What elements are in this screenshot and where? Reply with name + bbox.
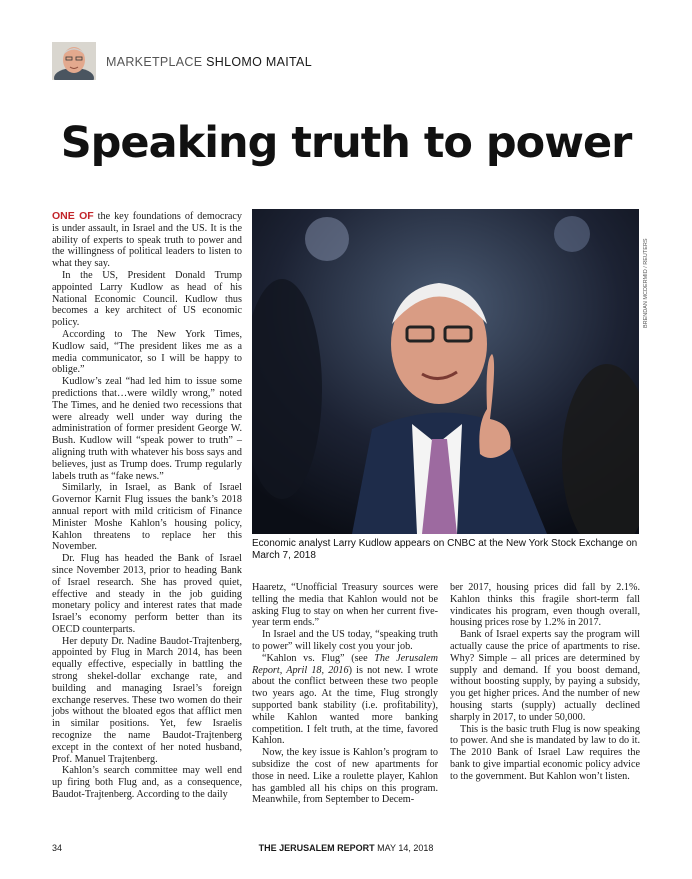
article-column-3 [450,582,640,783]
article-column-2 [252,582,438,806]
page-number: 34 [52,843,63,853]
author-name: SHLOMO MAITAL [206,55,312,69]
article-photo [252,209,639,534]
section-label [106,55,312,69]
paragraph: According to The New York Times, Kudlow said, “The president likes me as a media communicator, so I will be happy to oblige.” [52,328,242,376]
paragraph: In the US, President Donald Trump appointed Larry Kudlow as head of his National Economic Council. Kudlow thus becomes a key architect of US economic policy. [52,269,242,329]
issue-date: MAY 14, 2018 [377,843,434,853]
paragraph: Kahlon’s search committee may well end up firing both Flug and, as a consequence, Baudot-Trajtenberg. According to the daily [52,765,242,801]
paragraph: Now, the key issue is Kahlon’s program to subsidize the cost of new apartments for those in need. Like a roulette player, Kahlon has gambled all his chips on this program. Meanwhile, from September to Decem- [252,747,438,806]
publication-line [0,843,692,853]
paragraph: In Israel and the US today, “speaking truth to power” will likely cost you your job. [252,629,438,652]
column-header [52,42,652,80]
publication-name: THE JERUSALEM REPORT [258,843,375,853]
paragraph: Similarly, in Israel, as Bank of Israel Governor Karnit Flug issues the bank’s 2018 annual report with mild criticism of Finance Minister Moshe Kahlon’s housing policy, Kahlon threatens to replace her this November. [52,482,242,553]
paragraph: Haaretz, “Unofficial Treasury sources were telling the media that Kahlon would not be asking Flug to stay on when her current five-year term ends.” [252,582,438,629]
article-headline: Speaking truth to power [60,118,632,168]
section-name: MARKETPLACE [106,55,203,69]
italic-citation: The Jerusalem Report, April 18, 2016 [252,652,438,676]
author-avatar [52,42,96,80]
page-footer [0,843,692,857]
article-column-1 [52,211,242,801]
paragraph: ONE OF the key foundations of democracy is under assault, in Israel and the US. It is the ability of experts to speak truth to power and the willingness of political leaders to listen to what they say. [52,210,242,270]
paragraph: “Kahlon vs. Flug” (see The Jerusalem Report, April 18, 2016) is not new. I wrote about the conflict between these two people two years ago. At the time, Flug strongly supported bank stability (i.e. profitability), while Kahlon wanted more banking competition. I felt truth, at the time, favored Kahlon. [252,652,438,747]
paragraph: ber 2017, housing prices did fall by 2.1%. Kahlon thinks this fragile short-term fall vindicates his program, even though overall, housing prices rose by 1.2% in 2017. [450,582,640,629]
lead-in: ONE OF [52,210,94,222]
paragraph: Her deputy Dr. Nadine Baudot-Trajtenberg, appointed by Flug in March 2014, has been equally effective, especially in battling the strong shekel-dollar exchange rate, and building and managing Israel’s foreign exchange reserves. These two women do their jobs without the bloated egos that afflict men in similar positions. Yet, few Israelis recognize the name Baudot-Trajtenberg except in the context of her noted husband, Prof. Manuel Trajtenberg. [52,635,242,765]
paragraph: Bank of Israel experts say the program will actually cause the price of apartments to rise. Why? Simple – all prices are determined by supply and demand. If you boost demand, without boosting supply, by paying a subsidy, you get higher prices. And the number of new housing starts (supply) actually declined sharply in 2017, to under 50,000. [450,629,640,723]
paragraph: Dr. Flug has headed the Bank of Israel since November 2013, prior to heading Bank of Israel research. She has proved quiet, effective and steady in the job guiding monetary policy and interest rates that made Israel’s economy perform better than its OECD counterparts. [52,553,242,635]
photo-caption: Economic analyst Larry Kudlow appears on CNBC at the New York Stock Exchange on March 7, 2018 [252,538,638,562]
paragraph: Kudlow’s zeal “had led him to issue some predictions that…were wildly wrong,” noted The Times, and he denied two recessions that were already well under way during the administration of former president George W. Bush. Kudlow will “speak power to truth” – aligning truth with whatever his boss says and believes, just as Trump does. Trump regularly labels truth as “fake news.” [52,376,242,482]
photo-credit: BRENDAN MCDERMID / REUTERS [643,238,649,328]
paragraph: This is the basic truth Flug is now speaking to power. And she is mandated by law to do it. The 2010 Bank of Israel Law requires the bank to give impartial economic policy advice to the government. But Kahlon won’t listen. [450,723,640,782]
